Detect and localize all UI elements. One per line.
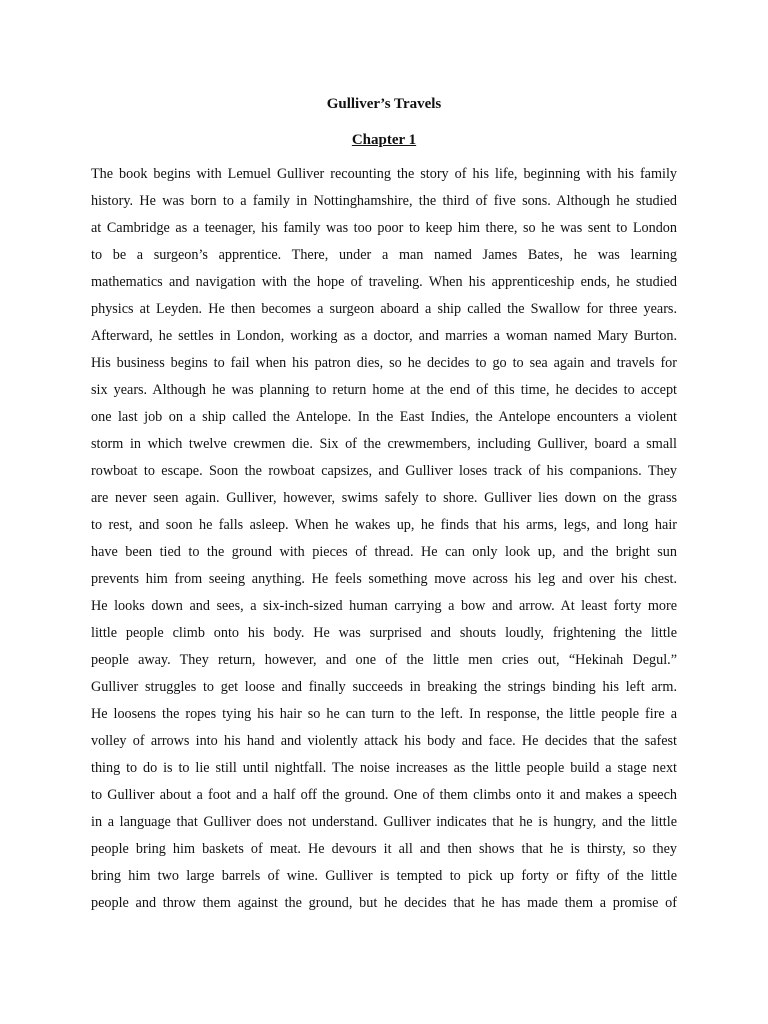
text-line: He loosens the ropes tying his hair so he can turn to the left. In response, the little people fire a — [91, 706, 677, 722]
text-line: people and throw them against the ground, but he decides that he has made them a promise of — [91, 895, 677, 911]
text-line: bring him two large barrels of wine. Gulliver is tempted to pick up forty or fifty of the little — [91, 868, 677, 884]
text-line: in a language that Gulliver does not understand. Gulliver indicates that he is hungry, and the little — [91, 814, 677, 830]
text-line: Afterward, he settles in London, working as a doctor, and marries a woman named Mary Burton. — [91, 328, 677, 344]
text-line: to rest, and soon he falls asleep. When he wakes up, he finds that his arms, legs, and long hair — [91, 517, 677, 533]
document-title: Gulliver’s Travels — [326, 96, 442, 112]
text-line: mathematics and navigation with the hope of traveling. When his apprenticeship ends, he studied — [91, 274, 677, 290]
text-line: rowboat to escape. Soon the rowboat capsizes, and Gulliver loses track of his companions. They — [91, 463, 677, 479]
text-line: His business begins to fail when his patron dies, so he decides to go to sea again and travels for — [91, 355, 677, 371]
text-line: to be a surgeon’s apprentice. There, under a man named James Bates, he was learning — [91, 247, 677, 263]
text-line: prevents him from seeing anything. He feels something move across his leg and over his chest. — [91, 571, 677, 587]
text-line: six years. Although he was planning to return home at the end of this time, he decides to accept — [91, 382, 677, 398]
text-line: history. He was born to a family in Nottinghamshire, the third of five sons. Although he studied — [91, 193, 677, 209]
text-line: The book begins with Lemuel Gulliver recounting the story of his life, beginning with his family — [91, 166, 677, 182]
text-line: one last job on a ship called the Antelope. In the East Indies, the Antelope encounters a violent — [91, 409, 677, 425]
text-line: thing to do is to lie still until nightfall. The noise increases as the little people build a stage next — [91, 760, 677, 776]
text-line: at Cambridge as a teenager, his family was too poor to keep him there, so he was sent to London — [91, 220, 677, 236]
text-line: He looks down and sees, a six-inch-sized human carrying a bow and arrow. At least forty more — [91, 598, 677, 614]
text-line: to Gulliver about a foot and a half off the ground. One of them climbs onto it and makes a speech — [91, 787, 677, 803]
text-line: people bring him baskets of meat. He devours it all and then shows that he is thirsty, so they — [91, 841, 677, 857]
text-line: volley of arrows into his hand and violently attack his body and face. He decides that the safest — [91, 733, 677, 749]
text-line: are never seen again. Gulliver, however, swims safely to shore. Gulliver lies down on the grass — [91, 490, 677, 506]
body-paragraph — [91, 164, 677, 920]
text-line: storm in which twelve crewmen die. Six of the crewmembers, including Gulliver, board a small — [91, 436, 677, 452]
text-line: Gulliver struggles to get loose and finally succeeds in breaking the strings binding his left arm. — [91, 679, 677, 695]
text-line: little people climb onto his body. He was surprised and shouts loudly, frightening the little — [91, 625, 677, 641]
chapter-heading: Chapter 1 — [351, 132, 417, 148]
text-line: people away. They return, however, and one of the little men cries out, “Hekinah Degul.” — [91, 652, 677, 668]
text-line: physics at Leyden. He then becomes a surgeon aboard a ship called the Swallow for three years. — [91, 301, 677, 317]
text-line: have been tied to the ground with pieces of thread. He can only look up, and the bright sun — [91, 544, 677, 560]
